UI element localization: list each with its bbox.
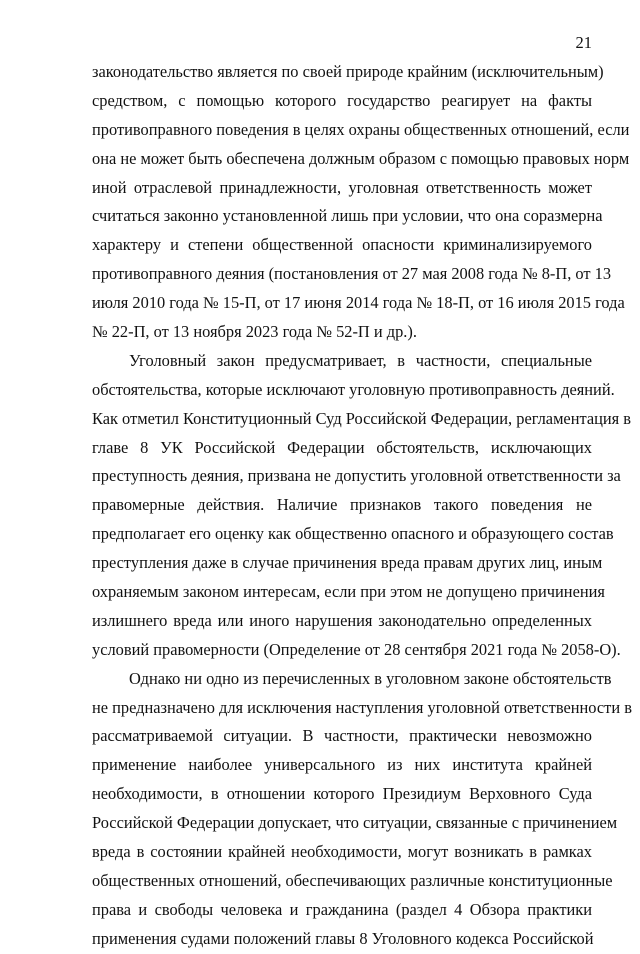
text-line: законодательство является по своей природе крайним (исключительным) bbox=[92, 62, 604, 81]
text-line: охраняемым законом интересам, если при этом не допущено причинения bbox=[92, 582, 605, 602]
text-line: преступления даже в случае причинения вреда правам других лиц, иным bbox=[92, 553, 603, 573]
text-line: условий правомерности (Определение от 28 сентября 2021 года № 2058-О). bbox=[92, 639, 621, 659]
text-line: правомерные действия. Наличие признаков такого поведения не bbox=[92, 495, 592, 515]
text-line: излишнего вреда или иного нарушения законодательно определенных bbox=[92, 610, 592, 630]
text-line: противоправного деяния (постановления от 27 мая 2008 года № 8-П, от 13 bbox=[92, 264, 612, 284]
text-line: права и свободы человека и гражданина (раздел 4 Обзора практики bbox=[92, 899, 592, 919]
text-line: Как отметил Конституционный Суд Российской Федерации, регламентация в bbox=[92, 408, 632, 428]
text-line: рассматриваемой ситуации. В частности, практически невозможно bbox=[92, 726, 592, 746]
body-text bbox=[92, 58, 632, 954]
text-line: преступность деяния, призвана не допустить уголовной ответственности за bbox=[92, 466, 621, 486]
text-line: № 22-П, от 13 ноября 2023 года № 52-П и др.). bbox=[92, 322, 417, 342]
page-number: 21 bbox=[575, 33, 592, 52]
text-line: средством, с помощью которого государство реагирует на факты bbox=[92, 90, 592, 110]
text-line: применение наиболее универсального из них института крайней bbox=[92, 755, 592, 775]
text-line: считаться законно установленной лишь при условии, что она соразмерна bbox=[92, 206, 603, 226]
text-line: Однако ни одно из перечисленных в уголовном законе обстоятельств bbox=[129, 668, 612, 688]
text-line: июля 2010 года № 15-П, от 17 июня 2014 года № 18-П, от 16 июля 2015 года bbox=[92, 293, 625, 313]
text-line: характеру и степени общественной опасности криминализируемого bbox=[92, 235, 592, 255]
text-line: необходимости, в отношении которого Президиум Верховного Суда bbox=[92, 784, 592, 804]
text-line: общественных отношений, обеспечивающих различные конституционные bbox=[92, 870, 613, 890]
text-line: Уголовный закон предусматривает, в частности, специальные bbox=[129, 350, 592, 370]
text-line: противоправного поведения в целях охраны общественных отношений, если bbox=[92, 119, 630, 139]
text-line: применения судами положений главы 8 Уголовного кодекса Российской bbox=[92, 928, 594, 948]
text-line: обстоятельства, которые исключают уголовную противоправность деяний. bbox=[92, 379, 615, 399]
text-line: главе 8 УК Российской Федерации обстоятельств, исключающих bbox=[92, 437, 592, 457]
text-line: Российской Федерации допускает, что ситуации, связанные с причинением bbox=[92, 813, 618, 833]
text-line: она не может быть обеспечена должным образом с помощью правовых норм bbox=[92, 148, 630, 168]
text-line: иной отраслевой принадлежности, уголовная ответственность может bbox=[92, 177, 592, 197]
text-line: предполагает его оценку как общественно опасного и образующего состав bbox=[92, 524, 614, 544]
text-line: вреда в состоянии крайней необходимости, могут возникать в рамках bbox=[92, 842, 592, 862]
text-line: не предназначено для исключения наступления уголовной ответственности в bbox=[92, 697, 632, 717]
